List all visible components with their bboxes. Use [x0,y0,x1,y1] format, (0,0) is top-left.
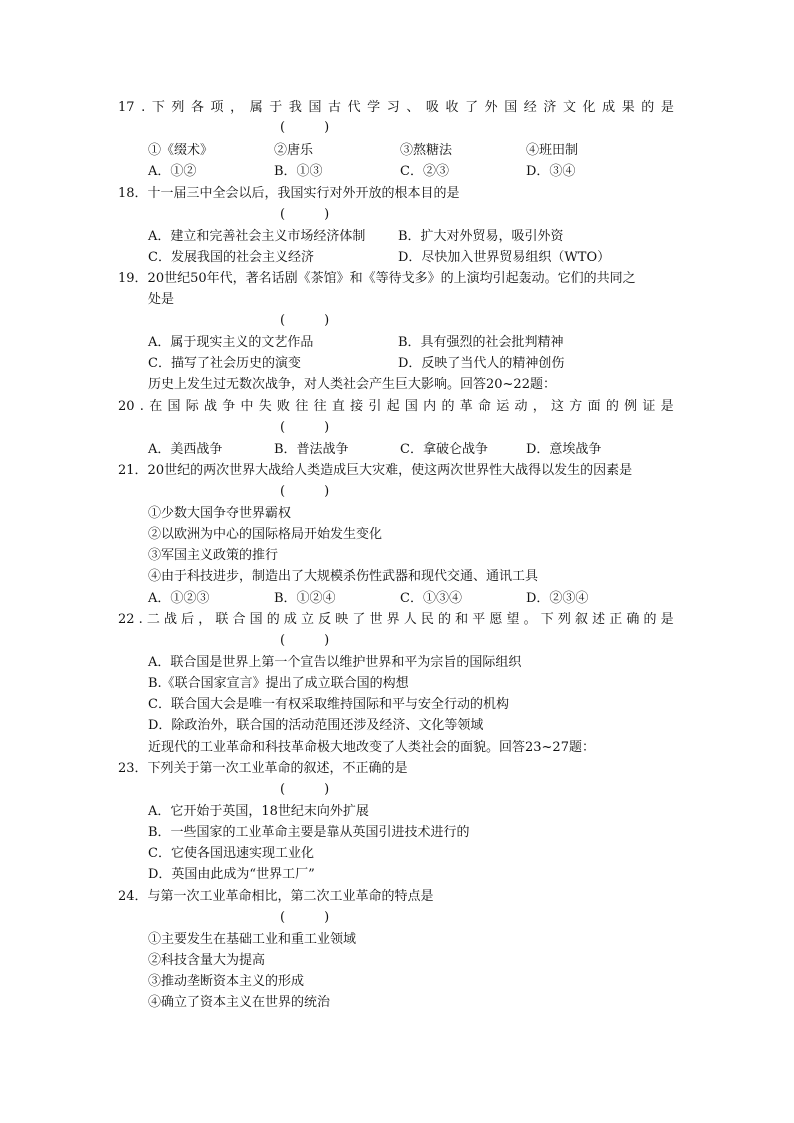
q22-stem-char: 叙 [575,612,589,627]
q20-choice-b: B．普法战争 [274,442,349,457]
q17-option-row [148,143,648,159]
q21-item-1: ①少数大国争夺世界霸权 [148,506,292,521]
q21-item-4: ④由于科技进步，制造出了大规模杀伤性武器和现代交通、通讯工具 [148,569,539,584]
q22-stem-char: 国 [249,612,263,627]
q17-stem-char: 化 [582,100,596,115]
q20-stem-char: ， [532,399,546,414]
q23-answer-blank: ( ) [280,782,330,797]
q19-option-a: A．属于现实主义的文艺作品 [148,335,314,350]
q23-stem: 23．下列关于第一次工业革命的叙述，不正确的是 [118,761,408,776]
q22-stem-char: 成 [283,612,297,627]
q22-stem-char: 确 [626,612,640,627]
q20-choice-a: A．美西战争 [148,442,223,457]
q22-stem-char: 22 [118,612,135,627]
q24-answer-blank: ( ) [280,910,330,925]
q18-stem: 18．十一届三中全会以后，我国实行对外开放的根本目的是 [118,186,460,201]
q17-stem-char: 17 [118,100,135,115]
q20-stem-char: 际 [185,399,199,414]
q22-stem-char: 列 [557,612,571,627]
q17-stem-char: 属 [249,100,263,115]
q22-stem-char: . [138,612,143,627]
q22-stem-char: 正 [609,612,623,627]
q22-stem-char: 人 [403,612,417,627]
section-intro-20-22: 历史上发生过无数次战争，对人类社会产生巨大影响。回答20~22题： [148,377,556,392]
q17-stem-char: 我 [288,100,302,115]
section-intro-23-27: 近现代的工业革命和科技革命极大地改变了人类社会的面貌。回答23~27题： [148,740,595,755]
q17-stem-char: 下 [151,100,165,115]
q23-option-a: A．它开始于英国，18世纪末向外扩展 [148,804,369,819]
q17-stem-char: 学 [367,100,381,115]
q17-stem [118,100,674,116]
q24-item-4: ④确立了资本主义在世界的统治 [148,995,331,1010]
q18-option-c: C．发展我国的社会主义经济 [148,250,314,265]
q17-stem-char: ， [230,100,244,115]
q17-stem-char: 、 [406,100,420,115]
q17-option-1: ①《缀术》 [148,143,214,158]
q17-stem-char: 济 [543,100,557,115]
q24-item-1: ①主要发生在基础工业和重工业领域 [148,932,357,947]
q17-choice-c: C．②③ [400,164,449,179]
q17-stem-char: 文 [562,100,576,115]
q20-choice-d: D．意埃战争 [526,442,602,457]
q17-stem-char: 习 [386,100,400,115]
q20-stem-char: 在 [149,399,163,414]
q20-stem-char: 是 [660,399,674,414]
q17-stem-char: 国 [504,100,518,115]
q21-answer-blank: ( ) [280,484,330,499]
q17-stem-char: 了 [465,100,479,115]
q22-stem-char: 立 [301,612,315,627]
q17-option-3: ③熬糖法 [400,143,453,158]
q18-option-d: D．尽快加入世界贸易组织（WTO） [398,250,611,265]
q22-stem-char: 的 [438,612,452,627]
q21-choice-a: A．①②③ [148,591,210,606]
q22-stem-char: 的 [266,612,280,627]
q17-choice-row [148,164,648,180]
q18-option-a: A．建立和完善社会主义市场经济体制 [148,229,366,244]
q20-stem-char: 例 [624,399,638,414]
q21-choice-c: C．①③④ [400,591,462,606]
q20-stem-char: 20 [118,399,135,414]
q22-stem-char: 联 [215,612,229,627]
q19-answer-blank: ( ) [280,313,330,328]
q17-stem-char: 代 [347,100,361,115]
q20-stem-char: 内 [423,399,437,414]
q22-option-b: B.《联合国家宣言》提出了成立联合国的构想 [148,676,409,691]
q20-stem-char: 革 [459,399,473,414]
q20-stem-char: 运 [496,399,510,414]
q21-choice-b: B．①②④ [274,591,336,606]
q17-choice-a: A．①② [148,164,197,179]
q22-stem-char: 望 [506,612,520,627]
q22-stem-char: 述 [592,612,606,627]
q23-option-b: B．一些国家的工业革命主要是靠从英国引进技术进行的 [148,825,470,840]
q20-stem-char: 方 [569,399,583,414]
q19-stem-line-1: 19．20世纪50年代，著名话剧《茶馆》和《等待戈多》的上演均引起轰动。它们的共同之 [118,271,636,286]
q22-option-a: A．联合国是世界上第一个宣告以维护世界和平为宗旨的国际组织 [148,655,522,670]
q22-stem-char: 界 [386,612,400,627]
q22-stem-char: 合 [232,612,246,627]
q22-stem-char: 平 [472,612,486,627]
q17-choice-b: B．①③ [274,164,323,179]
q17-stem-char: 列 [171,100,185,115]
q17-stem-char: 项 [210,100,224,115]
q20-choice-c: C．拿破仑战争 [400,442,488,457]
q17-stem-char: 国 [308,100,322,115]
q19-option-d: D．反映了当代人的精神创伤 [398,356,565,371]
q18-option-row-1 [148,229,648,245]
q20-stem-char: 动 [514,399,528,414]
q20-stem-char: 国 [167,399,181,414]
q22-stem-char: 愿 [489,612,503,627]
q19-option-b: B．具有强烈的社会批判精神 [398,335,564,350]
q22-stem-char: 的 [643,612,657,627]
q17-choice-d: D．③④ [526,164,576,179]
q20-stem-char: 命 [477,399,491,414]
q22-stem-char: 下 [540,612,554,627]
q22-answer-blank: ( ) [280,633,330,648]
q21-stem: 21．20世纪的两次世界大战给人类造成巨大灾难，使这两次世界性大战得以发生的因素是 [118,463,633,478]
q22-stem-char: 反 [318,612,332,627]
q22-stem-char: ， [198,612,212,627]
q22-stem-char: 世 [369,612,383,627]
q20-stem-char: 面 [587,399,601,414]
q19-option-row-1 [148,335,648,351]
q22-stem-char: 战 [164,612,178,627]
q20-stem-char: 国 [404,399,418,414]
q17-stem-char: . [141,100,146,115]
q22-option-d: D．除政治外，联合国的活动范围还涉及经济、文化等领域 [148,718,484,733]
q18-answer-blank: ( ) [280,207,330,222]
q19-option-row-2 [148,356,648,372]
q19-stem-line-2: 处是 [148,292,175,307]
q17-stem-char: 经 [523,100,537,115]
q20-stem-char: 这 [551,399,565,414]
q17-stem-char: 吸 [425,100,439,115]
q17-stem-char: 于 [269,100,283,115]
q17-stem-char: 各 [190,100,204,115]
q22-stem-char: 和 [455,612,469,627]
q17-stem-char: 外 [484,100,498,115]
q24-stem: 24．与第一次工业革命相比，第二次工业革命的特点是 [118,889,434,904]
q20-stem-char: 往 [295,399,309,414]
q22-stem [118,612,674,628]
q22-stem-char: 是 [660,612,674,627]
q21-choice-row [148,591,648,607]
q21-item-3: ③军国主义政策的推行 [148,548,279,563]
q20-stem [118,399,674,415]
q20-stem-char: 战 [203,399,217,414]
q20-stem-char: 直 [331,399,345,414]
q21-item-2: ②以欧洲为中心的国际格局开始发生变化 [148,527,383,542]
q24-item-2: ②科技含量大为提高 [148,953,266,968]
q22-stem-char: 民 [420,612,434,627]
q17-stem-char: 是 [660,100,674,115]
q22-stem-char: 。 [523,612,537,627]
q20-choice-row [148,442,648,458]
q20-stem-char: 起 [386,399,400,414]
q20-stem-char: 证 [642,399,656,414]
q23-option-d: D．英国由此成为“世界工厂” [148,867,315,882]
q17-stem-char: 收 [445,100,459,115]
q22-stem-char: 二 [146,612,160,627]
q18-option-b: B．扩大对外贸易，吸引外资 [398,229,564,244]
q17-stem-char: 的 [641,100,655,115]
q20-answer-blank: ( ) [280,420,330,435]
q20-stem-char: 的 [441,399,455,414]
q18-option-row-2 [148,250,648,266]
q22-option-c: C．联合国大会是唯一有权采取维持国际和平与安全行动的机构 [148,697,509,712]
q17-option-2: ②唐乐 [274,143,314,158]
q17-stem-char: 成 [602,100,616,115]
q20-stem-char: 往 [313,399,327,414]
q17-answer-blank: ( ) [280,120,330,135]
q20-stem-char: 败 [277,399,291,414]
q24-item-3: ③推动垄断资本主义的形成 [148,974,305,989]
q20-stem-char: . [139,399,144,414]
q21-choice-d: D．②③④ [526,591,589,606]
q17-stem-char: 果 [621,100,635,115]
q20-stem-char: 接 [350,399,364,414]
q22-stem-char: 了 [352,612,366,627]
q20-stem-char: 的 [605,399,619,414]
q19-option-c: C．描写了社会历史的演变 [148,356,301,371]
q22-stem-char: 后 [181,612,195,627]
q20-stem-char: 引 [368,399,382,414]
q20-stem-char: 争 [222,399,236,414]
q17-stem-char: 古 [328,100,342,115]
q23-option-c: C．它使各国迅速实现工业化 [148,846,314,861]
q20-stem-char: 中 [240,399,254,414]
q22-stem-char: 映 [335,612,349,627]
q17-option-4: ④班田制 [526,143,579,158]
q20-stem-char: 失 [258,399,272,414]
